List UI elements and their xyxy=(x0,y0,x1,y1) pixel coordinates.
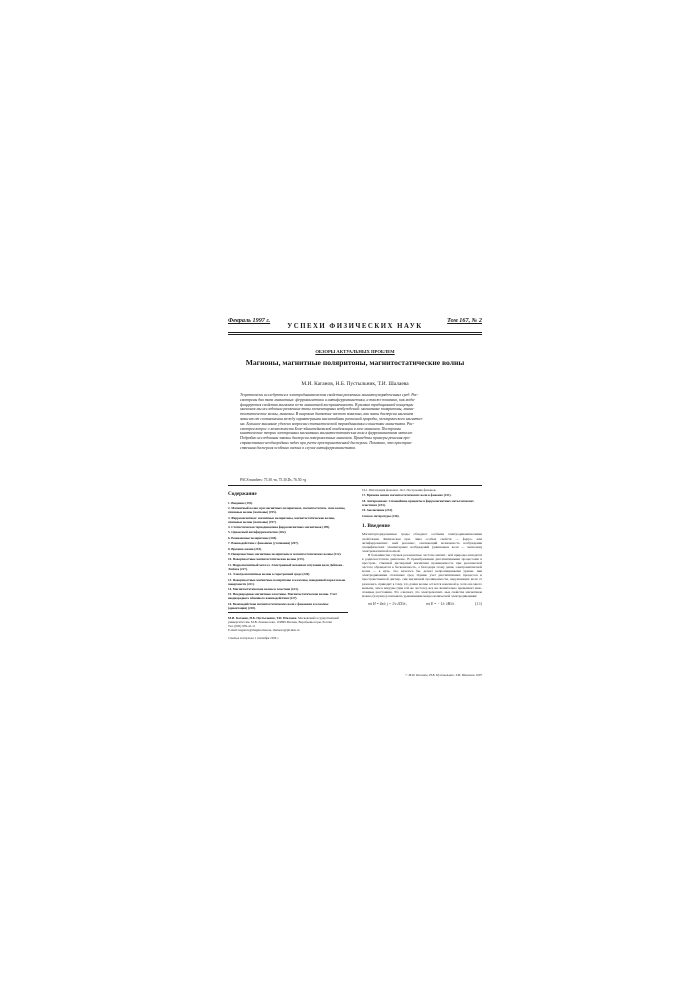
toc-item: 13. Поверхностные магнитные поляритоны в классике, наведенной параллельно поверхности (221). xyxy=(228,577,346,586)
issue-date: Февраль 1997 г. xyxy=(228,317,271,324)
abstract-rule xyxy=(228,485,482,486)
abstract-line: Подробно исследованы законы дисперсии поверхностных магнонов. Приведены примеры решения про- xyxy=(240,436,411,441)
intro-paragraph: Магнитоупорядоченные среды обладают особыми электродинамическими свойствами. Физическая при- чина особых свойств — ферро- или антиферромагнит- ный резонанс, означающий возможность возбуждения специфических элементарных возбуждений (длинновых волн — магнонов) электромагнитной волной. xyxy=(362,532,482,553)
volume-number: Том 167, № 2 xyxy=(447,317,482,324)
received-date: Статья поступила 1 сентября 1996 г. xyxy=(228,635,280,640)
header-rule xyxy=(228,334,482,335)
toc-item: 7. Взаимодействие с фононами (уточнения) (207). xyxy=(228,541,299,546)
abstract-line: тостатические волны, магноны. В широком диапазоне частот показано, как закон дисперсии магнонов xyxy=(240,412,414,417)
toc-title: Содержание xyxy=(228,491,257,497)
equation-1-1 xyxy=(362,600,482,610)
toc-item: 3. Ферромагнетики: магнитные поляритоны, магнитостатические волны, спиновые волны (магноны) (197). xyxy=(228,515,335,524)
toc-item: 15. Неоднородные магнитные пластины. Магнитостатические волны. Учет неоднородного обменного взаимодействия (227). xyxy=(228,592,337,601)
toc-list-continued xyxy=(362,489,482,518)
author-info-phone: Тел. (095) 939-41-11 xyxy=(228,624,256,629)
abstract-line: кинетические теории электронных магнитных магнитостатических волн в ферромагнитном металле. xyxy=(240,431,414,436)
copyright-line: © М.И. Каганов, Н.Б. Пустыльник, Т.И. Шалаева 1997 xyxy=(405,673,482,677)
article-title: Магноны, магнитные поляритоны, магнитостатические волны xyxy=(245,358,465,367)
toc-item: 1. Введение (191). xyxy=(228,501,254,505)
left-column xyxy=(228,491,348,640)
toc-item: 4. Статистическая термодинамика ферромагнитных магнетиков (199). xyxy=(228,525,330,530)
toc-item: 19. Заключение (234). xyxy=(362,508,393,513)
abstract-line: смотрены два типа магнитных: ферромагнетики и антиферромагнетики, а также показано, как моди- xyxy=(240,397,416,402)
abstract-line: ственная дисперсия особенно важна в случае антиферромагнетиков. xyxy=(240,445,356,450)
intro-heading: 1. Введение xyxy=(362,523,390,530)
toc-item: 9. Поверхностные магнитные поляритоны и магнитостатические волны (212). xyxy=(228,552,342,557)
toc-item: 18. Антирезонанс. Сильнейшие проценты в ферромагнитных металлических пластинах (233). xyxy=(362,498,474,507)
equation-right: rot E = − 1/c ∂B/∂t . xyxy=(426,601,456,606)
abstract-line: фицируются свойства магнонов из-за магнитной восприимчивости. В рамках традиционной концепции xyxy=(240,402,414,407)
abstract-line: смотрен вопрос о возможности Бозе-эйнштейновской конденсации в газе магнонов. Построены xyxy=(240,426,402,431)
toc-item: 5. Одноосный антиферромагнетик (202). xyxy=(228,530,287,535)
abstract-line: странственно-неоднородных задач при учете пространственной дисперсии. Показано, что простран- xyxy=(240,440,413,445)
toc-item: 16.1. Интеграция фононов. 16.2. Построение фононов. xyxy=(362,488,437,492)
author-info-affiliation: Московский государственный университет им. М.В. Ломоносова, 119899 Москва, Воробьевы горы, Россия xyxy=(228,616,339,625)
author-info xyxy=(228,617,348,632)
toc-item: 14. Магнитостатические волны в пластине (223). xyxy=(228,586,299,591)
abstract-line: магнонов мы исследовали различные типы элементарных возбуждений: магнитные поляритоны, магни- xyxy=(240,407,415,412)
toc-item: 12. Электромагнитные волны в гиротропной среде (220). xyxy=(228,572,311,577)
author-info-names: М.И. Каганов, Н.Б. Пустыльник, Т.И. Шалаева. xyxy=(228,616,298,621)
pacs-numbers: PACS numbers: 75.30.-m, 75.30.Ds, 76.50.+g xyxy=(240,478,307,482)
abstract-line: зависит от соотношения между характерными масштабами различной природы, электрического магнетиз- xyxy=(240,416,423,421)
intro-paragraph: В большинстве случаев резонансные частоты магнит- ной природы находятся в радиочастотном диапазоне. В пренебрежении диссипативными процессами в простран- ственной дисперсией магнитная проницаемость при резонансной частоте обращается в бесконечность, а благодаря этому давно электромагнитной волна — в нуль, что, казалось бы, делает непроницаемыми уравне- ния электродинамики сплошных сред. Однако учет диссипативных процессов и пространственной диспер- сии магнитной проницаемости, нарушающих волн от резонанса, приводит к тому, что длина волны остается конечной и, хотя она много меньше, чем в вакууме (при той же частоте), все же значительно превышает меж- атомные расстояния. Это означает, что электромагнит- ные свойства магнетиков можно (и нужно) описывать уравнениями макроскопической электродинамики: xyxy=(362,552,482,598)
toc-item: 6. Резонансные поляритоны (204). xyxy=(228,535,278,540)
author-info-email: E-mail: kaganov@magnet.msu.su, shalaeva@ph.msu.ru xyxy=(228,627,300,632)
toc-item: 10. Поверхностные магнитостатические волны (215). xyxy=(228,557,305,562)
toc-item: Список литературы (236). xyxy=(362,513,400,518)
article-authors: М.И. Каганов, Н.Б. Пустыльник, Т.И. Шалаева xyxy=(301,381,409,387)
journal-title: УСПЕХИ ФИЗИЧЕСКИХ НАУК xyxy=(287,323,423,330)
section-heading: ОБЗОРЫ АКТУАЛЬНЫХ ПРОБЛЕМ xyxy=(315,349,395,354)
right-column xyxy=(362,489,482,610)
toc-item: 17. Времена жизни магнитостатических волн в фононах (231). xyxy=(362,493,452,498)
column-rule xyxy=(228,612,348,613)
toc-item: 8. Времена жизни (210). xyxy=(228,546,262,551)
toc-item: 2. Магнитный полюс при магнитных поляритонах, магнитостатиче- ские волны, спиновые волны (магноны) (195). xyxy=(228,506,346,515)
abstract xyxy=(240,393,470,451)
journal-page xyxy=(228,317,482,701)
equation-left: rot H = 4π/c j + 1/c ∂D/∂t , xyxy=(368,601,408,606)
abstract-line: ма. Большое внимание уделено вопросам статистической термодинамики и кинетики магнетиков. Рас- xyxy=(240,421,415,426)
toc-item: 16. Взаимодействие магнитостатических волн с фононами в классике (ориентация) (228). xyxy=(228,601,329,610)
equation-number: (1.1) xyxy=(475,601,482,606)
header-rule xyxy=(228,332,482,333)
toc-list xyxy=(228,502,348,610)
abstract-line: Теоретически исследуются в электродинамическом свойства различных магнитоупорядоченных сред. Рас- xyxy=(240,393,419,397)
toc-item: 11. Ферромагнитный металл. Электронный механизм затухания волн Дэймона - Эшбаха (217). xyxy=(228,562,345,571)
